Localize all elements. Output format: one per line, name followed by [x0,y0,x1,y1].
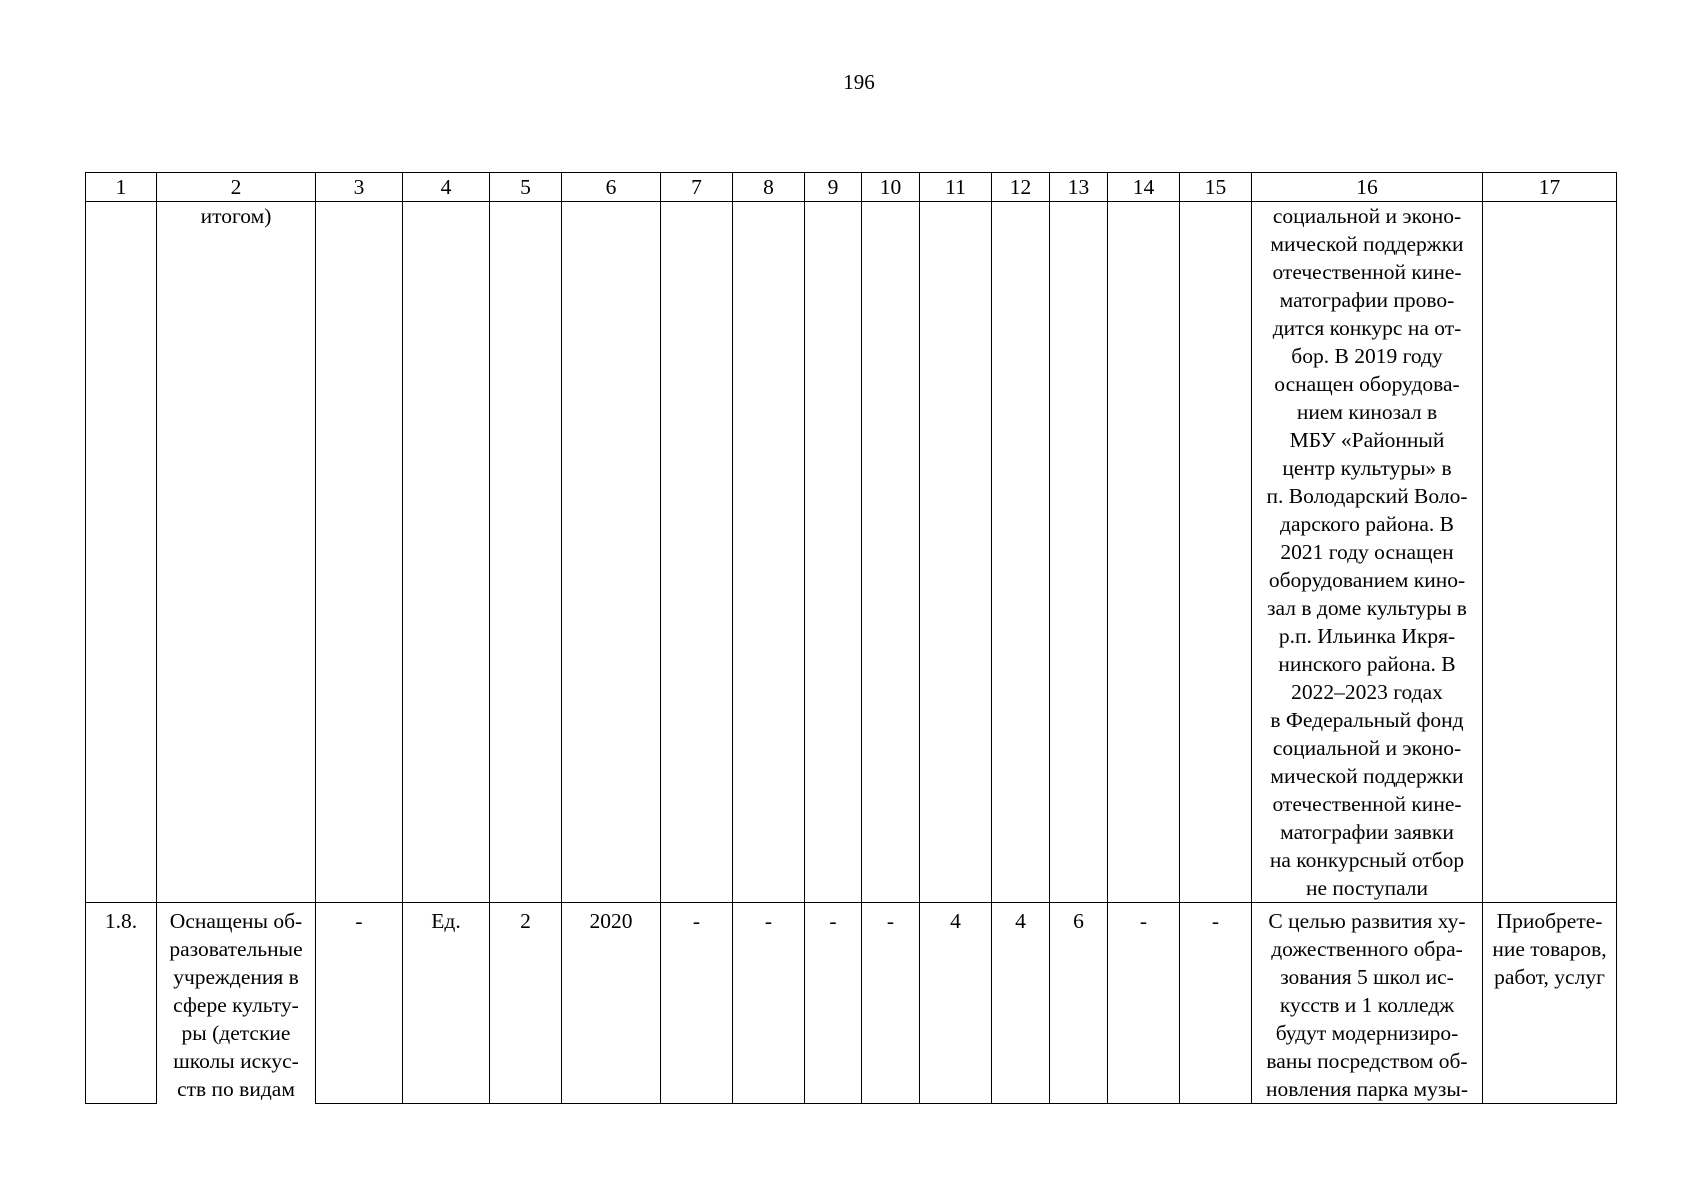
cell-value: 4 [992,903,1050,1104]
column-number: 4 [403,173,490,202]
column-number-row [86,173,1617,202]
cell [490,202,562,903]
cell-value: - [661,903,733,1104]
page-number: 196 [843,70,875,94]
column-number: 14 [1108,173,1180,202]
cell-value: - [316,903,403,1104]
column-number: 9 [805,173,862,202]
column-number: 16 [1252,173,1483,202]
cell-value: - [733,903,805,1104]
column-number: 8 [733,173,805,202]
table-row-1-8 [86,903,1617,1104]
cell-value: - [805,903,862,1104]
column-number: 3 [316,173,403,202]
column-number: 12 [992,173,1050,202]
cell [992,202,1050,903]
cell [1483,202,1617,903]
cell [733,202,805,903]
column-number: 11 [920,173,992,202]
cell-value: - [862,903,920,1104]
cell-unit: Ед. [403,903,490,1104]
cell [562,202,661,903]
column-number: 1 [86,173,157,202]
cell [805,202,862,903]
cell [1180,202,1252,903]
cell-value: 2 [490,903,562,1104]
cell-value: 4 [920,903,992,1104]
cell-comment: С целью развития ху- дожественного обра- зования 5 школ ис- кусств и 1 колледж будут модернизиро- ваны посредством об- новления парка музы- [1252,903,1483,1104]
column-number: 17 [1483,173,1617,202]
column-number: 5 [490,173,562,202]
cell [862,202,920,903]
cell-expense-type: Приобрете- ние товаров, работ, услуг [1483,903,1617,1104]
column-number: 15 [1180,173,1252,202]
cell [86,202,157,903]
column-number: 6 [562,173,661,202]
cell [316,202,403,903]
column-number: 13 [1050,173,1108,202]
cell-value: - [1108,903,1180,1104]
column-number: 10 [862,173,920,202]
cell [403,202,490,903]
cell-row-number: 1.8. [86,903,157,1104]
cell-value: - [1180,903,1252,1104]
cell-indicator: Оснащены об- разовательные учреждения в сфере культу- ры (детские школы искус- ств по видам [157,903,316,1104]
column-number: 7 [661,173,733,202]
column-number: 2 [157,173,316,202]
data-table [85,172,1617,1104]
cell [1050,202,1108,903]
cell [1108,202,1180,903]
cell [661,202,733,903]
cell [920,202,992,903]
continued-row [86,202,1617,903]
cell-value: 6 [1050,903,1108,1104]
cell-year: 2020 [562,903,661,1104]
cell-indicator-continued: итогом) [157,202,316,903]
cell-comment-continued: социальной и эконо- мической поддержки отечественной кине- матографии прово- дится конкурс на от- бор. В 2019 году оснащен оборудова- нием кинозал в МБУ «Районный центр культуры» в п. Володарский Воло- дарского района. В 2021 году оснащен оборудованием кино- зал в доме культуры в р.п. Ильинка Икря- нинского района. В 2022–2023 годах в Федеральный фонд социальной и эконо- мической поддержки отечественной кине- матографии заявки на конкурсный отбор не поступали [1252,202,1483,903]
